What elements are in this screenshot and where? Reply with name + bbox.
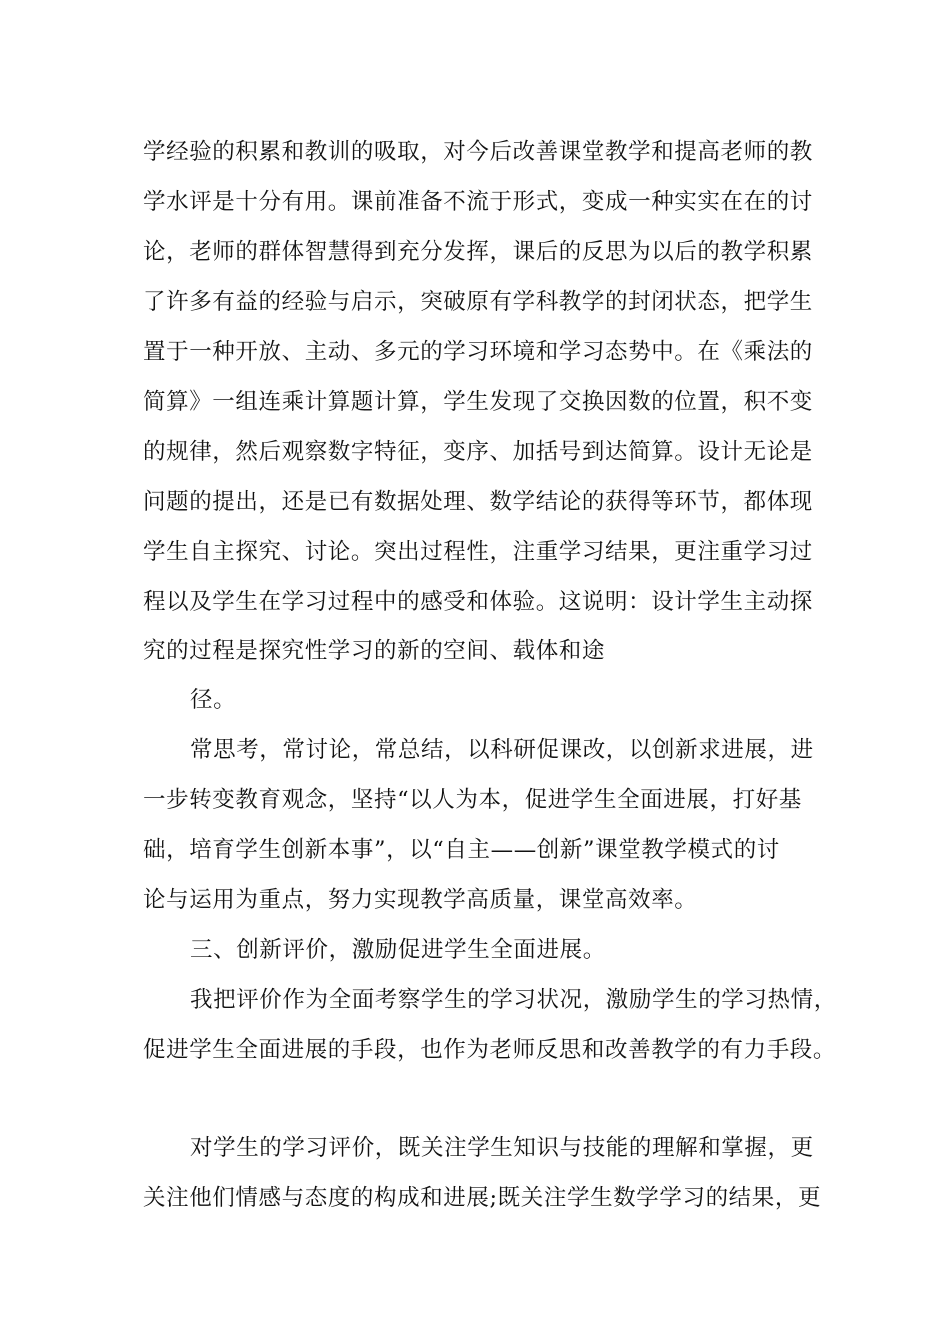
text-line: 学水评是十分有用。课前准备不流于形式，变成一种实实在在的讨	[143, 189, 813, 215]
text-line: 论与运用为重点，努力实现教学高质量，课堂高效率。	[143, 887, 698, 913]
text-line: 论，老师的群体智慧得到充分发挥，课后的反思为以后的教学积累	[143, 239, 813, 265]
text-line: 究的过程是探究性学习的新的空间、载体和途	[143, 638, 606, 664]
text-line: 促进学生全面进展的手段，也作为老师反思和改善教学的有力手段。	[143, 1037, 837, 1063]
text-line: 关注他们情感与态度的构成和进展;既关注学生数学学习的结果，更	[143, 1185, 822, 1211]
text-line: 了许多有益的经验与启示，突破原有学科教学的封闭状态，把学生	[143, 289, 813, 315]
text-line: 问题的提出，还是已有数据处理、数学结论的获得等环节，都体现	[143, 489, 813, 515]
paragraph-first-line: 常思考，常讨论，常总结，以科研促课改，以创新求进展，进	[190, 737, 814, 763]
text-line: 学经验的积累和教训的吸取，对今后改善课堂教学和提高老师的教	[143, 139, 813, 165]
text-line: 置于一种开放、主动、多元的学习环境和学习态势中。在《乘法的	[143, 339, 813, 365]
text-line: 础，培育学生创新本事”，以“自主——创新”课堂教学模式的讨	[143, 837, 780, 863]
paragraph-first-line: 对学生的学习评价，既关注学生知识与技能的理解和掌握，更	[190, 1135, 814, 1161]
text-line: 程以及学生在学习过程中的感受和体验。这说明：设计学生主动探	[143, 589, 813, 615]
section-heading: 三、创新评价，激励促进学生全面进展。	[190, 937, 606, 963]
text-line: 简算》一组连乘计算题计算，学生发现了交换因数的位置，积不变	[143, 389, 813, 415]
text-line: 径。	[190, 687, 237, 713]
text-line: 学生自主探究、讨论。突出过程性，注重学习结果，更注重学习过	[143, 539, 813, 565]
text-line: 的规律，然后观察数字特征，变序、加括号到达简算。设计无论是	[143, 439, 813, 465]
paragraph-first-line: 我把评价作为全面考察学生的学习状况，激励学生的学习热情，	[190, 987, 837, 1013]
text-line: 一步转变教育观念，坚持“以人为本，促进学生全面进展，打好基	[143, 787, 802, 813]
